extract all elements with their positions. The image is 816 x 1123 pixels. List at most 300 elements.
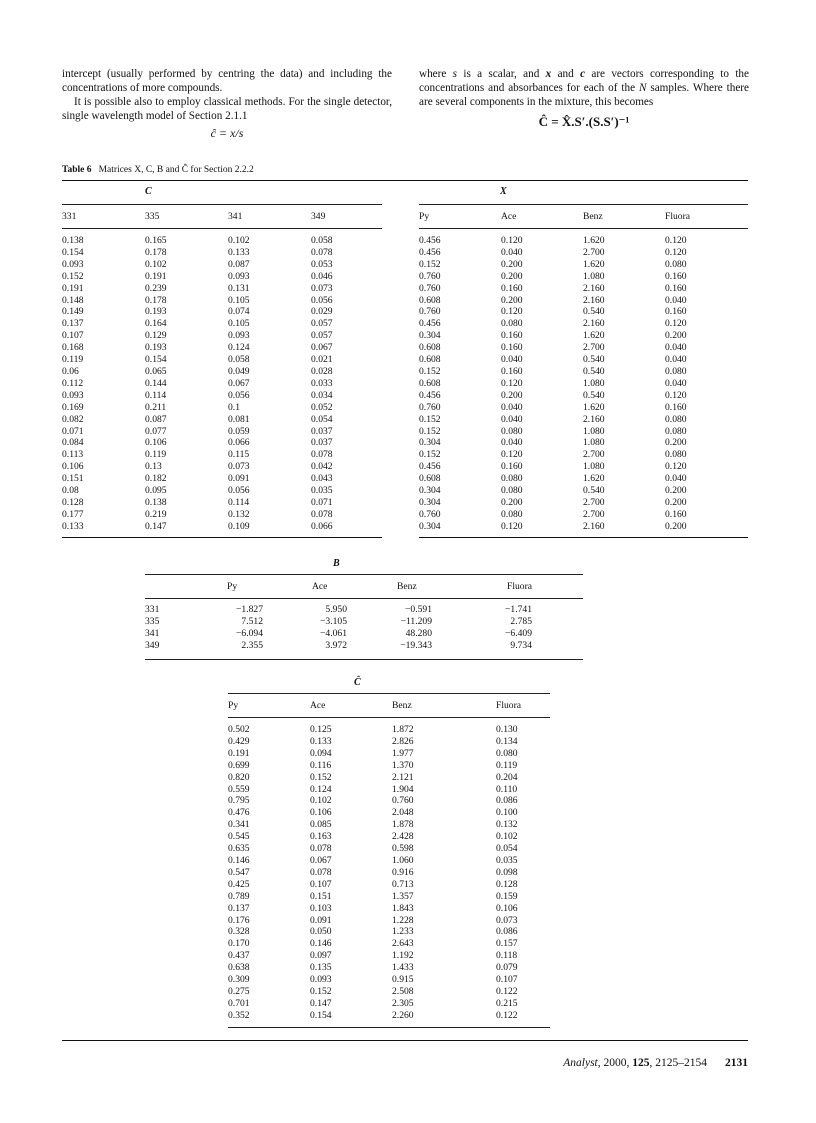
table-cell: 0.046 — [311, 270, 333, 282]
table-cell: 0.456 — [419, 318, 441, 330]
table-row — [62, 497, 381, 509]
table-cell: 9.734 — [510, 639, 532, 651]
table-cell: 0.114 — [145, 389, 167, 401]
table-cell: 0.916 — [392, 866, 414, 878]
table-cell: 0.915 — [392, 974, 414, 986]
table-cell: 2.160 — [583, 520, 605, 532]
table-cell: 0.545 — [228, 831, 250, 843]
table-cell: 1.357 — [392, 890, 414, 902]
table-cell: 1.370 — [392, 759, 414, 771]
column-header: Ace — [312, 581, 328, 592]
table-cell: 0.079 — [496, 962, 518, 974]
table-cell: 0.054 — [496, 843, 518, 855]
table-cell: 0.146 — [228, 854, 250, 866]
table-cell: 0.057 — [311, 330, 333, 342]
matrix-c-body — [62, 235, 381, 533]
table-cell: 7.512 — [241, 615, 263, 627]
table-cell: 0.118 — [496, 950, 518, 962]
table-row — [62, 473, 381, 485]
table-row — [419, 378, 747, 390]
table-cell: 0.304 — [419, 330, 441, 342]
table-cell: 0.120 — [665, 389, 687, 401]
table-cell: 0.160 — [665, 270, 687, 282]
table-row — [145, 616, 532, 628]
table-cell: 0.200 — [665, 437, 687, 449]
table-cell: 0.102 — [228, 235, 250, 246]
rule — [62, 537, 382, 538]
table-row — [228, 950, 550, 962]
rule — [62, 204, 382, 205]
table-cell: 0.760 — [419, 282, 441, 294]
table-cell: 0.102 — [496, 831, 518, 843]
table-cell: 0.146 — [310, 938, 332, 950]
table-row — [228, 760, 550, 772]
page-footer: Analyst, 2000, 125, 2125–2154 2131 — [563, 1057, 748, 1069]
table-cell: 0.087 — [228, 258, 250, 270]
table-cell: 0.065 — [145, 365, 167, 377]
table-row — [62, 354, 381, 366]
table-cell: 0.341 — [228, 819, 250, 831]
table-cell: 0.163 — [310, 831, 332, 843]
table-cell: 1.620 — [583, 401, 605, 413]
table-cell: 0.152 — [310, 771, 332, 783]
table-row — [228, 843, 550, 855]
table-cell: 0.033 — [311, 377, 333, 389]
table-cell: 0.760 — [419, 508, 441, 520]
table-cell: 2.355 — [241, 639, 263, 651]
column-header: 341 — [228, 211, 243, 222]
table-cell: 2.160 — [583, 282, 605, 294]
table-cell: 0.608 — [419, 354, 441, 366]
table-row — [419, 402, 747, 414]
table-cell: 0.094 — [310, 747, 332, 759]
table-row — [419, 306, 747, 318]
table-cell: 0.13 — [145, 461, 162, 473]
table-cell: 0.304 — [419, 437, 441, 449]
table-cell: 0.160 — [501, 365, 523, 377]
table-cell: 0.112 — [62, 377, 84, 389]
table-cell: −1.827 — [236, 604, 263, 615]
table-cell: 0.178 — [145, 294, 167, 306]
table-cell: 0.160 — [665, 401, 687, 413]
table-cell: 0.540 — [583, 354, 605, 366]
table-cell: 1.080 — [583, 461, 605, 473]
table-row — [419, 366, 747, 378]
matrix-c-title: C — [145, 186, 152, 197]
table-cell: 0.029 — [311, 306, 333, 318]
table-row — [419, 485, 747, 497]
table-cell: 0.159 — [496, 890, 518, 902]
table-cell: 0.559 — [228, 783, 250, 795]
rule — [419, 204, 748, 205]
paragraph: It is possible also to employ classical methods. For the single detector, single wavelength model of Section 2.1.1 — [62, 96, 392, 122]
table-cell: 2.160 — [583, 413, 605, 425]
table-cell: 0.540 — [583, 389, 605, 401]
table-row — [62, 485, 381, 497]
matrix-chat-header — [228, 700, 550, 712]
table-cell: 0.06 — [62, 365, 79, 377]
table-cell: 0.037 — [311, 425, 333, 437]
table-cell: 0.120 — [665, 318, 687, 330]
table-cell: 0.056 — [311, 294, 333, 306]
column-header: Py — [227, 581, 238, 592]
table-row — [228, 938, 550, 950]
table-row — [228, 724, 550, 736]
table-cell: 0.043 — [311, 473, 333, 485]
table-row — [419, 247, 747, 259]
table-cell: 0.200 — [665, 330, 687, 342]
table-row — [228, 831, 550, 843]
table-row — [228, 772, 550, 784]
table-row — [419, 283, 747, 295]
table-row — [62, 247, 381, 259]
table-cell: 0.103 — [310, 902, 332, 914]
table-cell: 0.040 — [665, 294, 687, 306]
table-row — [62, 414, 381, 426]
table-cell: 0.160 — [665, 306, 687, 318]
table-cell: 0.040 — [501, 401, 523, 413]
table-cell: 0.040 — [665, 354, 687, 366]
table-cell: 0.056 — [228, 389, 250, 401]
table-cell: 0.239 — [145, 282, 167, 294]
table-cell: 0.147 — [310, 997, 332, 1009]
table-row — [228, 807, 550, 819]
table-cell: 0.066 — [311, 520, 333, 532]
table-cell: −19.343 — [400, 639, 432, 651]
table-cell: 2.428 — [392, 831, 414, 843]
table-cell: 0.054 — [311, 413, 333, 425]
table-cell: 0.152 — [419, 258, 441, 270]
table-cell: −6.094 — [236, 627, 263, 639]
table-row — [419, 318, 747, 330]
left-text-column — [62, 67, 392, 140]
table-cell: 0.080 — [501, 473, 523, 485]
table-cell: 0.154 — [62, 246, 84, 258]
table-cell: 2.260 — [392, 1009, 414, 1021]
table-top-rule — [62, 180, 748, 181]
table-cell: 0.100 — [496, 807, 518, 819]
table-cell: 0.119 — [62, 354, 84, 366]
table-cell: 0.097 — [310, 950, 332, 962]
table-cell: 0.425 — [228, 878, 250, 890]
table-cell: 0.049 — [228, 365, 250, 377]
table-row — [62, 306, 381, 318]
table-cell: 0.638 — [228, 962, 250, 974]
matrix-b-body — [145, 604, 532, 652]
table-cell: 0.073 — [496, 914, 518, 926]
table-cell: 0.193 — [145, 306, 167, 318]
table-cell: 0.456 — [419, 461, 441, 473]
table-cell: 0.107 — [310, 878, 332, 890]
table-cell: 0.309 — [228, 974, 250, 986]
table-row — [228, 891, 550, 903]
table-cell: 0.152 — [310, 985, 332, 997]
table-cell: 0.122 — [496, 985, 518, 997]
table-cell: 0.177 — [62, 508, 84, 520]
table-cell: 1.080 — [583, 425, 605, 437]
table-cell: 0.093 — [228, 330, 250, 342]
table-cell: 1.620 — [583, 235, 605, 246]
table-cell: −1.741 — [505, 604, 532, 615]
table-row — [62, 509, 381, 521]
table-cell: 0.115 — [228, 449, 250, 461]
table-cell: 0.713 — [392, 878, 414, 890]
table-cell: 0.066 — [228, 437, 250, 449]
table-cell: 0.635 — [228, 843, 250, 855]
table-row — [419, 426, 747, 438]
column-header: 331 — [62, 211, 77, 222]
table-cell: 0.152 — [62, 270, 84, 282]
table-row — [62, 366, 381, 378]
table-cell: 1.620 — [583, 258, 605, 270]
table-cell: 0.160 — [501, 330, 523, 342]
table-cell: 1.843 — [392, 902, 414, 914]
table-cell: 0.08 — [62, 485, 79, 497]
table-cell: 1.080 — [583, 377, 605, 389]
table-cell: 0.120 — [501, 377, 523, 389]
table-cell: 2.160 — [583, 318, 605, 330]
table-cell: 0.130 — [496, 724, 518, 735]
column-header: Benz — [397, 581, 417, 592]
table-cell: 0.191 — [228, 747, 250, 759]
table-cell: 0.128 — [496, 878, 518, 890]
table-cell: 0.219 — [145, 508, 167, 520]
table-cell: 0.114 — [228, 496, 250, 508]
table-cell: 0.120 — [501, 235, 523, 246]
table-cell: 2.700 — [583, 342, 605, 354]
table-cell: 0.200 — [501, 294, 523, 306]
table-cell: 0.067 — [310, 854, 332, 866]
rule — [419, 228, 748, 229]
table-cell: 0.152 — [419, 413, 441, 425]
column-header: Ace — [310, 700, 326, 711]
table-row — [228, 926, 550, 938]
table-cell: 0.053 — [311, 258, 333, 270]
table-row — [228, 903, 550, 915]
table-cell: 0.151 — [62, 473, 84, 485]
rule — [228, 1027, 550, 1028]
table-cell: 0.077 — [145, 425, 167, 437]
table-cell: 0.035 — [311, 485, 333, 497]
table-cell: 0.080 — [501, 425, 523, 437]
table-cell: 0.073 — [228, 461, 250, 473]
table-cell: 0.086 — [496, 795, 518, 807]
column-header: Fluora — [507, 581, 533, 592]
table-cell: 2.048 — [392, 807, 414, 819]
table-cell: 1.872 — [392, 724, 414, 735]
table-cell: 0.080 — [665, 365, 687, 377]
table-cell: 0.200 — [501, 496, 523, 508]
table-cell: 0.699 — [228, 759, 250, 771]
table-cell: 0.078 — [311, 246, 333, 258]
table-cell: 0.124 — [310, 783, 332, 795]
table-cell: 0.113 — [62, 449, 84, 461]
table-row — [228, 784, 550, 796]
table-row — [145, 628, 532, 640]
table-row — [228, 748, 550, 760]
table-cell: 0.200 — [501, 270, 523, 282]
table-cell: 2.643 — [392, 938, 414, 950]
table-cell: 1.228 — [392, 914, 414, 926]
table-row — [62, 235, 381, 247]
table-cell: 0.021 — [311, 354, 333, 366]
table-cell: 0.050 — [310, 926, 332, 938]
column-header: Benz — [392, 700, 412, 711]
table-cell: 0.119 — [496, 759, 518, 771]
table-row — [419, 461, 747, 473]
table-cell: 3.972 — [325, 639, 347, 651]
table-cell: 0.040 — [665, 377, 687, 389]
table-row — [419, 473, 747, 485]
table-cell: 0.040 — [501, 246, 523, 258]
table-caption: Table 6 Matrices X, C, B and Ĉ for Section 2.2.2 — [62, 165, 254, 175]
table-cell: 0.078 — [311, 449, 333, 461]
matrix-chat-body — [228, 724, 550, 1022]
table-cell: 0.144 — [145, 377, 167, 389]
table-cell: 0.211 — [145, 401, 167, 413]
table-cell: 0.160 — [665, 508, 687, 520]
table-cell: 0.154 — [310, 1009, 332, 1021]
table-cell: 0.540 — [583, 306, 605, 318]
table-cell: 0.091 — [228, 473, 250, 485]
table-cell: 0.120 — [665, 461, 687, 473]
table-cell: 0.071 — [311, 496, 333, 508]
table-cell: 0.107 — [62, 330, 84, 342]
table-cell: 0.133 — [310, 735, 332, 747]
table-cell: 349 — [145, 639, 160, 651]
table-cell: 0.078 — [311, 508, 333, 520]
table-cell: 0.200 — [501, 258, 523, 270]
equation: Ĉ = X̂.S′.(S.S′)⁻¹ — [538, 114, 630, 129]
column-header: 349 — [311, 211, 326, 222]
rule — [145, 659, 583, 660]
table-cell: 0.093 — [310, 974, 332, 986]
table-cell: 0.138 — [62, 235, 84, 246]
table-cell: 335 — [145, 615, 160, 627]
table-cell: 0.052 — [311, 401, 333, 413]
table-cell: 5.950 — [325, 604, 347, 615]
table-cell: 48.280 — [405, 627, 432, 639]
table-cell: 0.067 — [311, 342, 333, 354]
table-row — [419, 330, 747, 342]
table-cell: 0.116 — [310, 759, 332, 771]
table-cell: 0.042 — [311, 461, 333, 473]
rule — [228, 693, 550, 694]
table-row — [419, 414, 747, 426]
table-cell: 0.067 — [228, 377, 250, 389]
table-cell: 0.059 — [228, 425, 250, 437]
column-header: Py — [419, 211, 430, 222]
table-cell: 0.080 — [501, 318, 523, 330]
table-cell: −3.105 — [320, 615, 347, 627]
table-cell: 0.608 — [419, 342, 441, 354]
table-cell: 0.102 — [310, 795, 332, 807]
table-cell: 0.437 — [228, 950, 250, 962]
table-row — [62, 437, 381, 449]
table-cell: 0.093 — [62, 389, 84, 401]
column-header: Fluora — [665, 211, 691, 222]
table-cell: 0.135 — [310, 962, 332, 974]
table-cell: −11.209 — [400, 615, 432, 627]
table-cell: 0.178 — [145, 246, 167, 258]
table-cell: 0.105 — [228, 318, 250, 330]
table-cell: 0.040 — [665, 473, 687, 485]
table-cell: 1.620 — [583, 330, 605, 342]
table-cell: 1.080 — [583, 437, 605, 449]
table-row — [62, 295, 381, 307]
table-cell: 0.129 — [145, 330, 167, 342]
table-cell: 0.760 — [419, 401, 441, 413]
table-cell: 1.433 — [392, 962, 414, 974]
table-row — [62, 390, 381, 402]
table-cell: 0.164 — [145, 318, 167, 330]
table-cell: 0.304 — [419, 485, 441, 497]
table-row — [62, 461, 381, 473]
table-cell: 0.169 — [62, 401, 84, 413]
table-cell: 1.904 — [392, 783, 414, 795]
table-cell: 0.193 — [145, 342, 167, 354]
table-cell: 0.082 — [62, 413, 84, 425]
table-cell: 0.106 — [62, 461, 84, 473]
table-cell: 0.093 — [228, 270, 250, 282]
table-cell: 0.034 — [311, 389, 333, 401]
table-cell: 0.095 — [145, 485, 167, 497]
table-cell: 0.078 — [310, 843, 332, 855]
table-cell: 0.456 — [419, 389, 441, 401]
table-cell: 0.071 — [62, 425, 84, 437]
table-cell: 2.700 — [583, 508, 605, 520]
table-cell: 0.275 — [228, 985, 250, 997]
column-header: 335 — [145, 211, 160, 222]
table-cell: 0.132 — [228, 508, 250, 520]
table-cell: 0.080 — [501, 485, 523, 497]
table-cell: 0.608 — [419, 473, 441, 485]
table-row — [419, 342, 747, 354]
table-cell: 0.040 — [501, 437, 523, 449]
table-cell: 0.125 — [310, 724, 332, 735]
table-cell: 0.093 — [62, 258, 84, 270]
table-cell: 2.700 — [583, 246, 605, 258]
table-cell: 0.133 — [62, 520, 84, 532]
table-cell: 0.1 — [228, 401, 240, 413]
table-row — [62, 283, 381, 295]
rule — [228, 717, 550, 718]
table-cell: 0.328 — [228, 926, 250, 938]
table-cell: 0.151 — [310, 890, 332, 902]
table-row — [419, 509, 747, 521]
table-cell: 0.160 — [665, 282, 687, 294]
table-cell: 2.305 — [392, 997, 414, 1009]
table-cell: 0.080 — [665, 425, 687, 437]
table-cell: 0.608 — [419, 377, 441, 389]
table-cell: 0.085 — [310, 819, 332, 831]
table-cell: 2.700 — [583, 496, 605, 508]
table-cell: 0.120 — [501, 449, 523, 461]
table-cell: 0.132 — [496, 819, 518, 831]
table-cell: 0.057 — [311, 318, 333, 330]
table-row — [62, 318, 381, 330]
table-cell: 2.121 — [392, 771, 414, 783]
table-cell: 0.304 — [419, 496, 441, 508]
table-cell: −0.591 — [405, 604, 432, 615]
table-cell: 0.170 — [228, 938, 250, 950]
table-cell: 0.080 — [665, 258, 687, 270]
table-cell: 0.147 — [145, 520, 167, 532]
table-row — [62, 521, 381, 533]
table-cell: 1.233 — [392, 926, 414, 938]
table-row — [419, 259, 747, 271]
table-cell: 0.789 — [228, 890, 250, 902]
